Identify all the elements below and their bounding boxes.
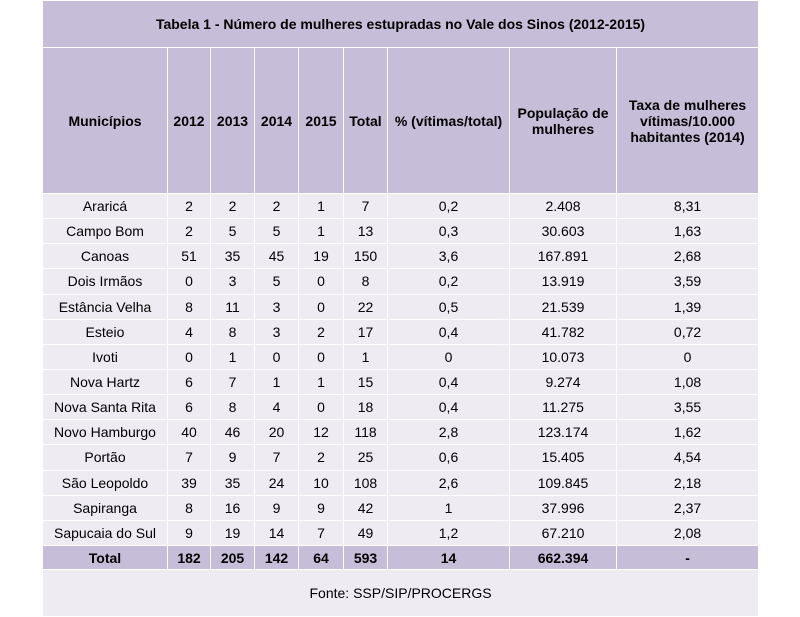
table-row <box>43 420 759 445</box>
table-cell: 1 <box>344 344 388 369</box>
table-cell: 14 <box>255 520 299 545</box>
table-row <box>43 495 759 520</box>
table-cell: 118 <box>344 420 388 445</box>
table-cell: 150 <box>344 244 388 269</box>
municipio-cell: Novo Hamburgo <box>43 420 168 445</box>
table-cell: 4,54 <box>617 445 759 470</box>
table-cell: 17 <box>344 319 388 344</box>
table-row <box>43 319 759 344</box>
table-cell: 12 <box>299 420 344 445</box>
table-cell: 0 <box>299 344 344 369</box>
table-cell: 10 <box>299 470 344 495</box>
table-cell: 109.845 <box>510 470 617 495</box>
table-cell: 11 <box>211 294 255 319</box>
table-cell: 2,8 <box>388 420 510 445</box>
table-cell: 4 <box>168 319 211 344</box>
table-cell: 1 <box>299 194 344 219</box>
table-cell: 0 <box>168 269 211 294</box>
table-cell: 0 <box>388 344 510 369</box>
table-cell: 167.891 <box>510 244 617 269</box>
table-cell: 7 <box>299 520 344 545</box>
municipio-cell: Nova Hartz <box>43 369 168 394</box>
total-cell: 593 <box>344 546 388 570</box>
table-cell: 2 <box>255 194 299 219</box>
table-cell: 0,4 <box>388 369 510 394</box>
table-cell: 0,3 <box>388 219 510 244</box>
table-cell: 2 <box>299 319 344 344</box>
table-cell: 40 <box>168 420 211 445</box>
municipio-cell: Estância Velha <box>43 294 168 319</box>
table-row <box>43 219 759 244</box>
table-cell: 6 <box>168 395 211 420</box>
total-row <box>43 546 759 570</box>
table-cell: 8 <box>168 294 211 319</box>
table-cell: 2 <box>168 194 211 219</box>
data-table <box>42 0 759 617</box>
table-cell: 1,2 <box>388 520 510 545</box>
table-title: Tabela 1 - Número de mulheres estupradas no Vale dos Sinos (2012-2015) <box>43 1 759 48</box>
municipio-cell: São Leopoldo <box>43 470 168 495</box>
table-cell: 1 <box>388 495 510 520</box>
table-cell: 1,08 <box>617 369 759 394</box>
table-cell: 8,31 <box>617 194 759 219</box>
table-cell: 19 <box>211 520 255 545</box>
table-cell: 3 <box>255 294 299 319</box>
total-cell: 662.394 <box>510 546 617 570</box>
table-cell: 18 <box>344 395 388 420</box>
table-cell: 0,72 <box>617 319 759 344</box>
table-cell: 1 <box>299 369 344 394</box>
table-cell: 24 <box>255 470 299 495</box>
table-cell: 1,62 <box>617 420 759 445</box>
table-cell: 0 <box>299 395 344 420</box>
table-cell: 8 <box>211 395 255 420</box>
table-cell: 0,4 <box>388 395 510 420</box>
table-cell: 123.174 <box>510 420 617 445</box>
municipio-cell: Canoas <box>43 244 168 269</box>
table-cell: 10.073 <box>510 344 617 369</box>
table-cell: 0,2 <box>388 194 510 219</box>
table-cell: 5 <box>211 219 255 244</box>
municipio-cell: Esteio <box>43 319 168 344</box>
table-cell: 3 <box>255 319 299 344</box>
header-percent: % (vítimas/total) <box>388 48 510 194</box>
municipio-cell: Ivoti <box>43 344 168 369</box>
table-cell: 13 <box>344 219 388 244</box>
header-2014: 2014 <box>255 48 299 194</box>
header-populacao: População de mulheres <box>510 48 617 194</box>
table-cell: 2,68 <box>617 244 759 269</box>
table-cell: 3,6 <box>388 244 510 269</box>
table-cell: 2,37 <box>617 495 759 520</box>
table-row <box>43 470 759 495</box>
table-cell: 1 <box>299 219 344 244</box>
table-cell: 0,6 <box>388 445 510 470</box>
table-cell: 2,6 <box>388 470 510 495</box>
table-cell: 7 <box>344 194 388 219</box>
table-cell: 2,18 <box>617 470 759 495</box>
source-note: Fonte: SSP/SIP/PROCERGS <box>43 570 759 617</box>
table-cell: 19 <box>299 244 344 269</box>
header-taxa: Taxa de mulheres vítimas/10.000 habitantes (2014) <box>617 48 759 194</box>
table-cell: 2 <box>299 445 344 470</box>
table-cell: 108 <box>344 470 388 495</box>
table-cell: 9 <box>255 495 299 520</box>
municipio-cell: Nova Santa Rita <box>43 395 168 420</box>
table-row <box>43 369 759 394</box>
table-cell: 21.539 <box>510 294 617 319</box>
table-cell: 1,63 <box>617 219 759 244</box>
table-cell: 8 <box>168 495 211 520</box>
table-cell: 20 <box>255 420 299 445</box>
table-cell: 8 <box>344 269 388 294</box>
total-cell: 64 <box>299 546 344 570</box>
table-row <box>43 344 759 369</box>
table-cell: 0,5 <box>388 294 510 319</box>
table-row <box>43 445 759 470</box>
table-cell: 1 <box>255 369 299 394</box>
table-cell: 1,39 <box>617 294 759 319</box>
municipio-cell: Araricá <box>43 194 168 219</box>
table-cell: 3 <box>211 269 255 294</box>
table-cell: 22 <box>344 294 388 319</box>
table-cell: 9 <box>168 520 211 545</box>
municipio-cell: Sapucaia do Sul <box>43 520 168 545</box>
header-row <box>43 48 759 194</box>
total-cell: 142 <box>255 546 299 570</box>
municipio-cell: Campo Bom <box>43 219 168 244</box>
table-cell: 8 <box>211 319 255 344</box>
table-cell: 45 <box>255 244 299 269</box>
total-cell: 205 <box>211 546 255 570</box>
table-cell: 9 <box>211 445 255 470</box>
table-cell: 41.782 <box>510 319 617 344</box>
table-row <box>43 244 759 269</box>
table-cell: 7 <box>255 445 299 470</box>
table-cell: 0 <box>299 294 344 319</box>
table-cell: 15.405 <box>510 445 617 470</box>
table-cell: 2,08 <box>617 520 759 545</box>
municipio-cell: Portão <box>43 445 168 470</box>
table-cell: 6 <box>168 369 211 394</box>
table-cell: 37.996 <box>510 495 617 520</box>
table-cell: 2 <box>211 194 255 219</box>
table-cell: 4 <box>255 395 299 420</box>
header-2012: 2012 <box>168 48 211 194</box>
table-cell: 16 <box>211 495 255 520</box>
table-cell: 7 <box>211 369 255 394</box>
table-cell: 67.210 <box>510 520 617 545</box>
header-2013: 2013 <box>211 48 255 194</box>
header-2015: 2015 <box>299 48 344 194</box>
table-cell: 46 <box>211 420 255 445</box>
total-cell: - <box>617 546 759 570</box>
table-cell: 42 <box>344 495 388 520</box>
table-cell: 25 <box>344 445 388 470</box>
table-cell: 2 <box>168 219 211 244</box>
total-cell: Total <box>43 546 168 570</box>
municipio-cell: Dois Irmãos <box>43 269 168 294</box>
table-cell: 0,2 <box>388 269 510 294</box>
municipio-cell: Sapiranga <box>43 495 168 520</box>
table-cell: 49 <box>344 520 388 545</box>
table-cell: 35 <box>211 244 255 269</box>
table-cell: 1 <box>211 344 255 369</box>
table-cell: 30.603 <box>510 219 617 244</box>
table-cell: 11.275 <box>510 395 617 420</box>
table-cell: 2.408 <box>510 194 617 219</box>
total-cell: 182 <box>168 546 211 570</box>
table-cell: 35 <box>211 470 255 495</box>
table-cell: 7 <box>168 445 211 470</box>
table-cell: 15 <box>344 369 388 394</box>
table-body <box>43 194 759 546</box>
table-cell: 9.274 <box>510 369 617 394</box>
header-municipios: Municípios <box>43 48 168 194</box>
table-row <box>43 395 759 420</box>
table-cell: 0,4 <box>388 319 510 344</box>
table-cell: 39 <box>168 470 211 495</box>
table-row <box>43 294 759 319</box>
table-cell: 5 <box>255 269 299 294</box>
table-cell: 0 <box>168 344 211 369</box>
table-cell: 0 <box>255 344 299 369</box>
total-cell: 14 <box>388 546 510 570</box>
table-cell: 3,59 <box>617 269 759 294</box>
table-cell: 0 <box>299 269 344 294</box>
table-cell: 9 <box>299 495 344 520</box>
table-cell: 5 <box>255 219 299 244</box>
table-row <box>43 269 759 294</box>
table-cell: 3,55 <box>617 395 759 420</box>
table-cell: 13.919 <box>510 269 617 294</box>
header-total: Total <box>344 48 388 194</box>
table-cell: 0 <box>617 344 759 369</box>
table-row <box>43 194 759 219</box>
table-cell: 51 <box>168 244 211 269</box>
table-row <box>43 520 759 545</box>
